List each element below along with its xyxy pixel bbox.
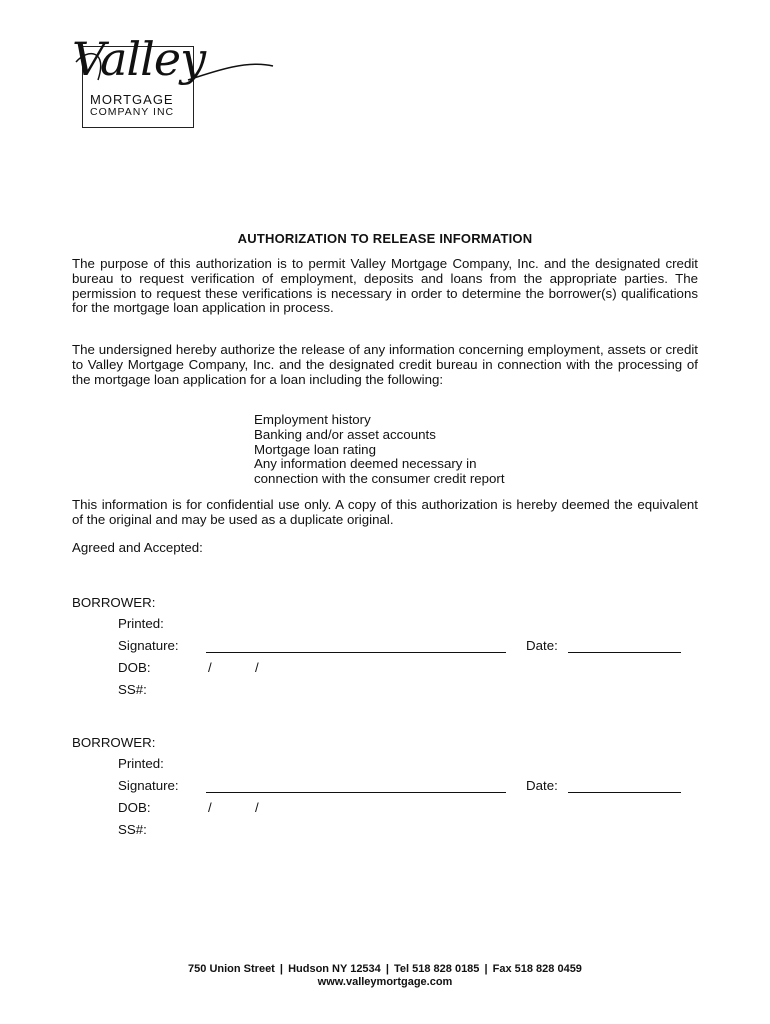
footer-website-link[interactable]: www.valleymortgage.com [317, 976, 453, 988]
date-label: Date: [526, 638, 558, 653]
information-list [254, 413, 505, 487]
footer-fax: Fax 518 828 0459 [492, 963, 582, 975]
list-item: Banking and/or asset accounts [254, 426, 436, 442]
dob-slash: / [255, 800, 259, 815]
confidential-paragraph: This information is for confidential use only. A copy of this authorization is hereby deemed the equivalent of the original and may be used as a duplicate original. [72, 497, 698, 527]
list-item: Mortgage loan rating [254, 441, 376, 457]
footer-separator: | [279, 963, 283, 975]
signature-label: Signature: [118, 778, 179, 793]
signature-line[interactable] [206, 778, 506, 793]
authorization-paragraph: The undersigned hereby authorize the release of any information concerning employment, assets or credit to Valley Mortgage Company, Inc. and the designated credit bureau in connection with the processing of the mortgage loan application for a loan including the following: [72, 342, 698, 387]
footer [0, 963, 770, 989]
purpose-paragraph: The purpose of this authorization is to permit Valley Mortgage Company, Inc. and the designated credit bureau to request verification of employment, deposits and loans from the appropriate parties. The permission to request these verifications is necessary in order to determine the borrower(s) qualifications for the mortgage loan application in process. [72, 256, 698, 316]
signature-label: Signature: [118, 638, 179, 653]
company-logo [68, 32, 278, 130]
dob-slash: / [255, 660, 259, 675]
dob-label: DOB: [118, 800, 151, 815]
signature-line[interactable] [206, 638, 506, 653]
agreed-label: Agreed and Accepted: [72, 540, 203, 555]
borrower-heading: BORROWER: [72, 595, 156, 610]
page-title: AUTHORIZATION TO RELEASE INFORMATION [237, 231, 533, 246]
logo-script-text: Valley [72, 32, 206, 86]
date-line[interactable] [568, 638, 681, 653]
dob-slash: / [208, 660, 212, 675]
list-item: Any information deemed necessary in [254, 456, 477, 472]
date-line[interactable] [568, 778, 681, 793]
dob-label: DOB: [118, 660, 151, 675]
borrower-heading: BORROWER: [72, 735, 156, 750]
footer-tel: Tel 518 828 0185 [394, 963, 480, 975]
printed-label: Printed: [118, 756, 164, 771]
footer-separator: | [484, 963, 488, 975]
list-item: connection with the consumer credit report [254, 471, 505, 487]
dob-slash: / [208, 800, 212, 815]
footer-contact-line [0, 963, 770, 976]
date-label: Date: [526, 778, 558, 793]
footer-city: Hudson NY 12534 [288, 963, 381, 975]
printed-label: Printed: [118, 616, 164, 631]
logo-company-text: COMPANY INC [90, 106, 175, 118]
logo-mortgage-text: MORTGAGE [90, 92, 174, 107]
footer-address: 750 Union Street [188, 963, 275, 975]
ss-label: SS#: [118, 822, 147, 837]
list-item: Employment history [254, 412, 371, 427]
ss-label: SS#: [118, 682, 147, 697]
footer-separator: | [385, 963, 389, 975]
